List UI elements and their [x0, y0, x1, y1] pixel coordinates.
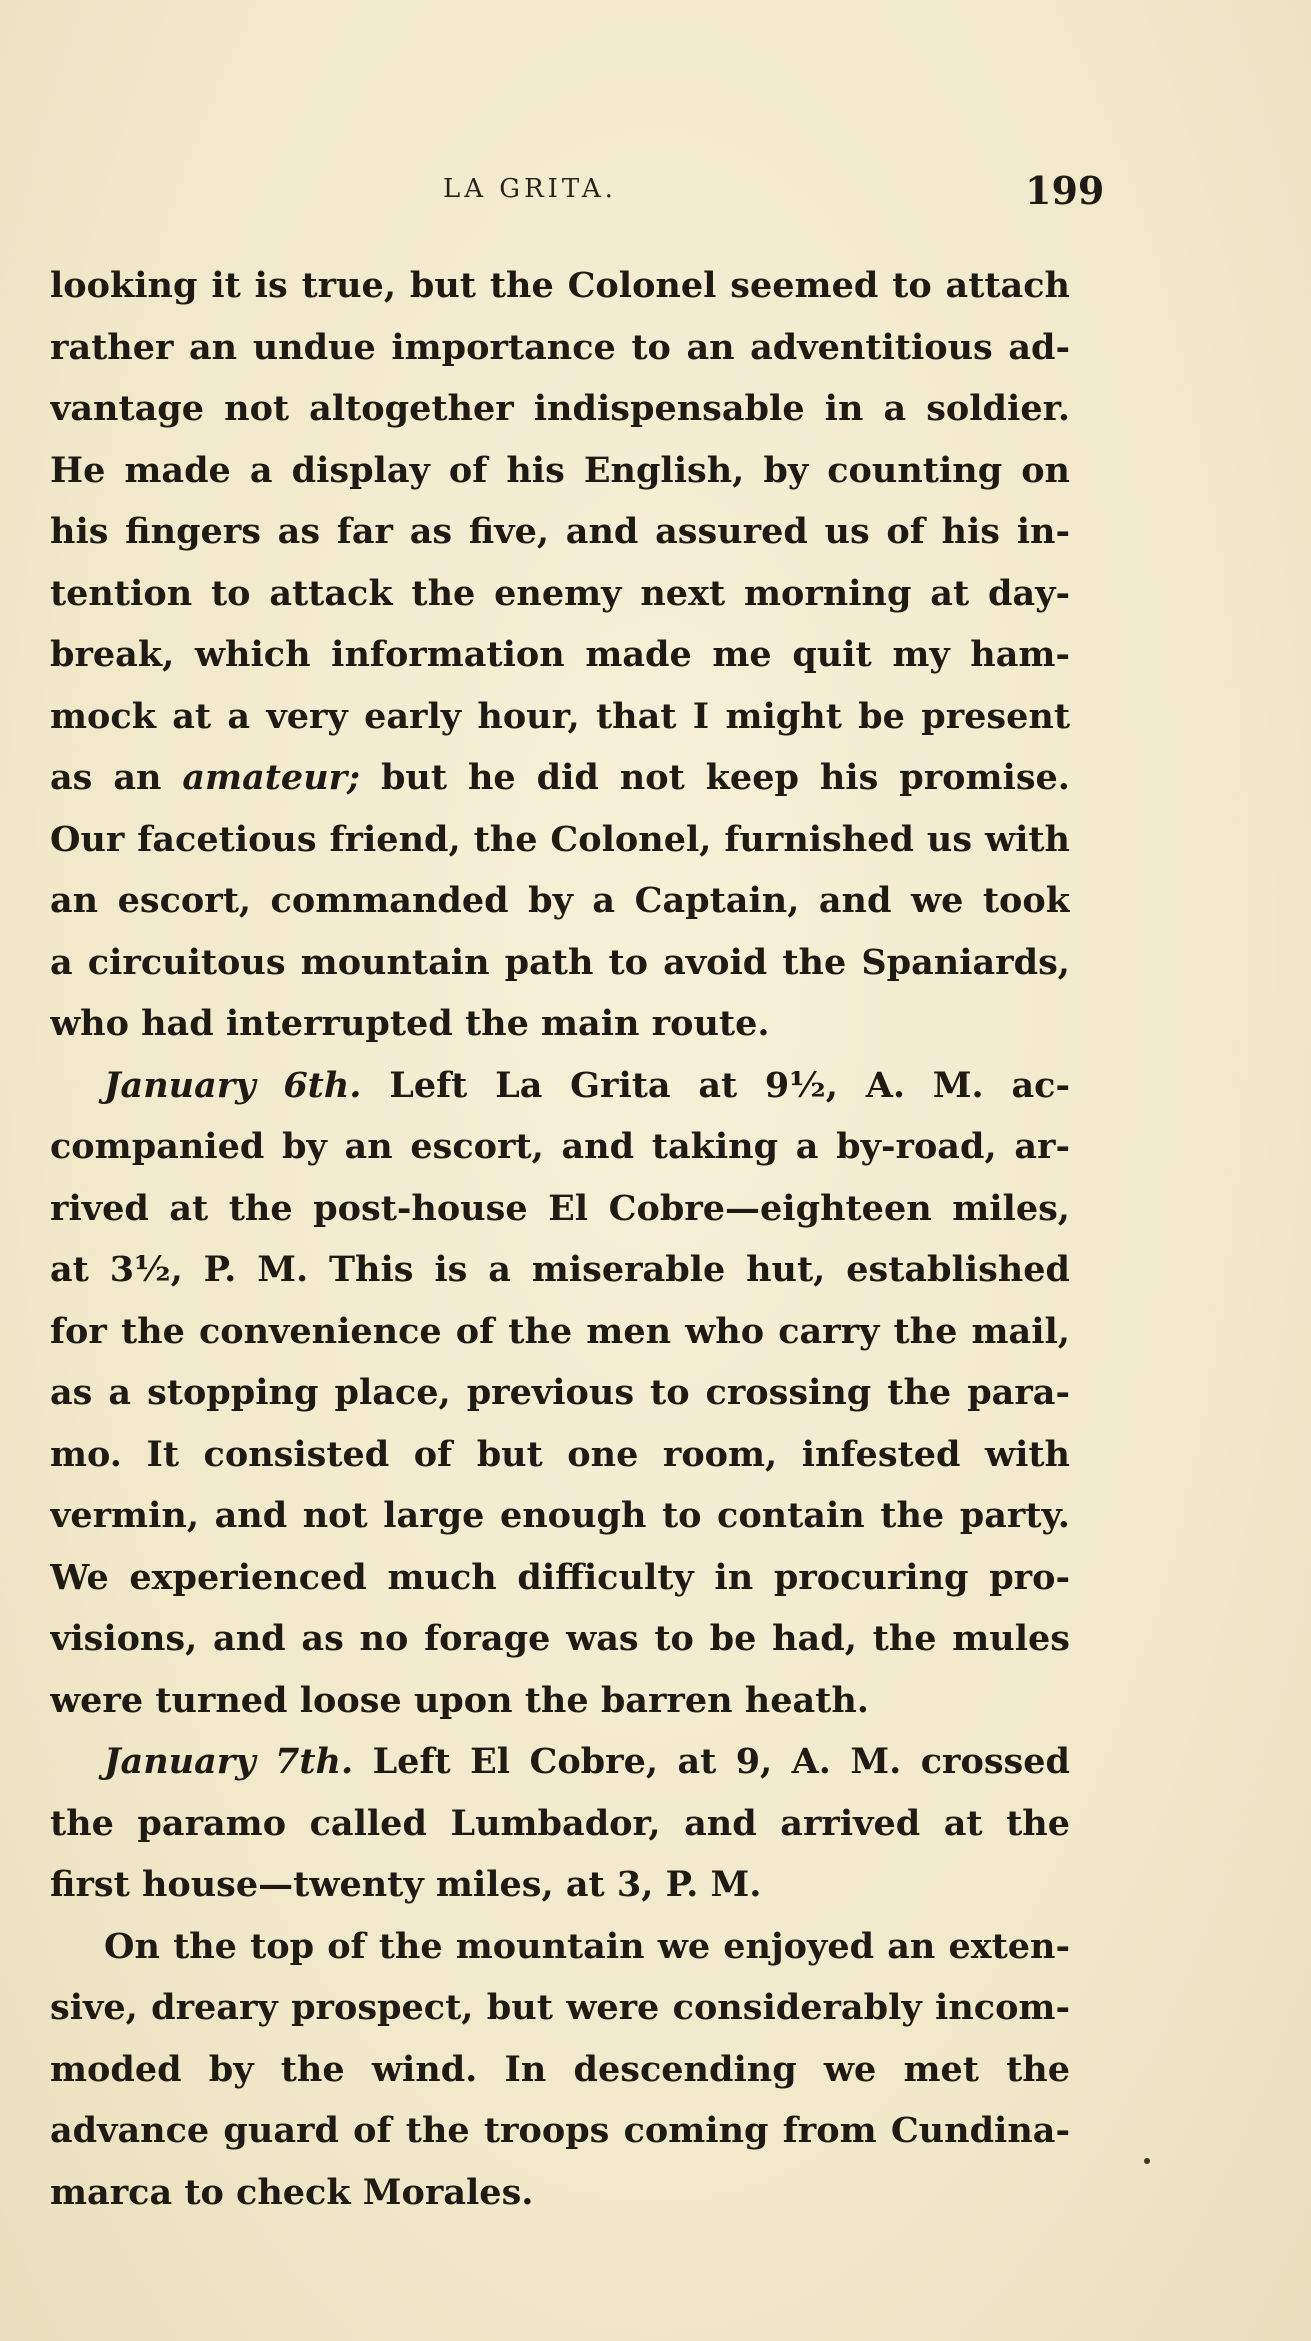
text-line: We experienced much difficulty in procuring pro- [50, 1556, 1070, 1598]
text-line [50, 747, 1070, 809]
italic-term: amateur; [182, 757, 361, 798]
text-line: advance guard of the troops coming from Cundina- [50, 2110, 1070, 2151]
text-line: the paramo called Lumbador, and arrived at the [50, 1802, 1070, 1844]
body-text [50, 255, 1070, 2223]
page-number: 199 [1025, 168, 1105, 213]
text-line: break, which information made me quit my ham- [50, 634, 1070, 675]
paragraph-2 [50, 1055, 1070, 1732]
date-heading: January 6th. [104, 1064, 362, 1106]
text-line: rived at the post-house El Cobre—eighteen miles, [50, 1187, 1070, 1229]
text-run: but he did not keep his promise. [360, 757, 1070, 798]
paragraph-1 [50, 255, 1070, 1055]
text-line: his fingers as far as five, and assured us of his in- [50, 511, 1070, 552]
text-line: moded by the wind. In descending we met the [50, 2048, 1070, 2090]
date-heading: January 7th. [104, 1741, 354, 1782]
paragraph-3 [50, 1731, 1070, 1916]
text-line: at 3½, P. M. This is a miserable hut, established [50, 1249, 1070, 1290]
text-run: as an [50, 757, 183, 798]
text-line: as a stopping place, previous to crossing the para- [50, 1372, 1070, 1413]
text-line: an escort, commanded by a Captain, and we took [50, 880, 1070, 921]
text-line: On the top of the mountain we enjoyed an exten- [104, 1925, 1070, 1967]
text-run: Left La Grita at 9½, A. M. ac- [361, 1064, 1070, 1106]
text-line: sive, dreary prospect, but were considerably incom- [50, 1987, 1070, 2028]
text-line: who had interrupted the main route. [50, 1003, 770, 1044]
text-line: vermin, and not large enough to contain the party. [50, 1495, 1070, 1536]
text-line: for the convenience of the men who carry the mail, [50, 1310, 1070, 1352]
text-line: rather an undue importance to an adventitious ad- [50, 326, 1070, 368]
text-line: mo. It consisted of but one room, infested with [50, 1433, 1070, 1475]
text-line: tention to attack the enemy next morning at day- [50, 572, 1070, 614]
text-line: were turned loose upon the barren heath. [50, 1679, 869, 1721]
text-line: He made a display of his English, by counting on [50, 449, 1070, 491]
ink-speck [1144, 2158, 1150, 2164]
text-line: first house—twenty miles, at 3, P. M. [50, 1864, 762, 1905]
text-run: Left El Cobre, at 9, A. M. crossed [353, 1741, 1070, 1782]
paragraph-4 [50, 1916, 1070, 2224]
text-line: companied by an escort, and taking a by-road, ar- [50, 1126, 1070, 1167]
text-line [50, 1731, 1070, 1793]
text-line: vantage not altogether indispensable in a soldier. [50, 388, 1070, 429]
text-line: visions, and as no forage was to be had, the mules [50, 1618, 1070, 1659]
text-line: marca to check Morales. [50, 2171, 534, 2213]
page-header [0, 168, 1311, 228]
running-head: LA GRITA. [443, 174, 617, 204]
text-line: Our facetious friend, the Colonel, furnished us with [50, 818, 1070, 860]
text-line: looking it is true, but the Colonel seemed to attach [50, 265, 1070, 306]
text-line: a circuitous mountain path to avoid the Spaniards, [50, 941, 1070, 983]
text-line [50, 1055, 1070, 1117]
text-line: mock at a very early hour, that I might be present [50, 695, 1070, 737]
